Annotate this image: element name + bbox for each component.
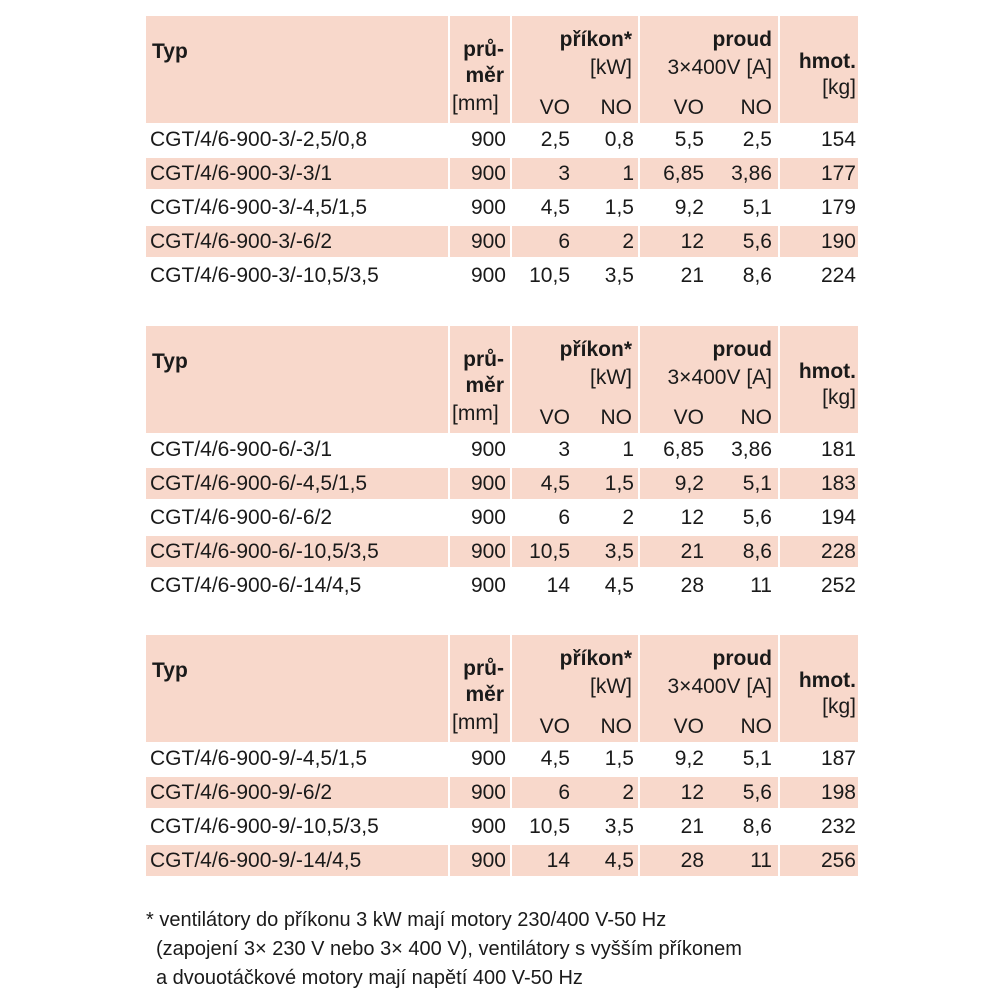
cell-prikon-vo: 3 — [558, 162, 570, 185]
cell-hmot: 198 — [820, 781, 856, 804]
cell-typ: CGT/4/6-900-9/-6/2 — [150, 781, 333, 804]
cell-prikon-vo: 6 — [558, 506, 570, 529]
table-header — [146, 326, 858, 433]
cell-prikon-vo: 2,5 — [540, 128, 570, 151]
cell-proud-no: 8,6 — [742, 264, 772, 287]
cell-prumer: 900 — [470, 540, 506, 563]
cell-proud-vo: 12 — [680, 506, 704, 529]
cell-hmot: 177 — [820, 162, 856, 185]
header-proud-vo: VO — [673, 715, 704, 738]
cell-hmot: 224 — [820, 264, 856, 287]
header-proud: proud — [712, 338, 772, 361]
header-typ: Typ — [152, 40, 188, 63]
header-prikon: příkon* — [559, 28, 632, 51]
cell-typ: CGT/4/6-900-3/-4,5/1,5 — [150, 196, 368, 219]
cell-prikon-no: 4,5 — [604, 574, 634, 597]
cell-typ: CGT/4/6-900-6/-14/4,5 — [150, 574, 362, 597]
cell-prikon-no: 1 — [622, 162, 634, 185]
cell-proud-no: 8,6 — [742, 815, 772, 838]
cell-proud-vo: 28 — [680, 574, 704, 597]
cell-prumer: 900 — [470, 472, 506, 495]
cell-prumer: 900 — [470, 196, 506, 219]
header-prikon: příkon* — [559, 647, 632, 670]
cell-prikon-vo: 10,5 — [529, 815, 570, 838]
header-prumer-1: prů- — [463, 38, 504, 61]
cell-typ: CGT/4/6-900-3/-3/1 — [150, 162, 333, 185]
cell-prikon-vo: 3 — [558, 438, 570, 461]
cell-prikon-no: 0,8 — [604, 128, 634, 151]
cell-proud-vo: 9,2 — [674, 472, 704, 495]
cell-proud-vo: 5,5 — [674, 128, 704, 151]
spec-table-3 — [146, 635, 858, 878]
header-typ: Typ — [152, 350, 188, 373]
cell-prikon-vo: 14 — [546, 849, 570, 872]
header-proud: proud — [712, 28, 772, 51]
header-hmot: hmot. — [798, 669, 856, 692]
header-hmot-unit: [kg] — [822, 76, 856, 99]
cell-proud-no: 5,6 — [742, 781, 772, 804]
cell-proud-vo: 9,2 — [674, 196, 704, 219]
cell-hmot: 179 — [820, 196, 856, 219]
footnote-line-3: a dvouotáčkové motory mají napětí 400 V-50 Hz — [156, 967, 583, 989]
header-proud: proud — [712, 647, 772, 670]
header-prikon-no: NO — [600, 406, 632, 429]
cell-typ: CGT/4/6-900-6/-6/2 — [150, 506, 333, 529]
cell-prikon-no: 2 — [622, 230, 634, 253]
footnote-line-2: (zapojení 3× 230 V nebo 3× 400 V), ventilátory s vyšším příkonem — [156, 938, 742, 960]
cell-prikon-no: 1,5 — [604, 747, 634, 770]
cell-proud-vo: 9,2 — [674, 747, 704, 770]
cell-proud-no: 2,5 — [742, 128, 772, 151]
table-row — [146, 776, 858, 810]
cell-hmot: 187 — [820, 747, 856, 770]
table-header — [146, 635, 858, 742]
header-prikon-vo: VO — [539, 406, 570, 429]
header-prumer-2: měr — [465, 374, 504, 397]
cell-prikon-no: 3,5 — [604, 540, 634, 563]
table-header — [146, 16, 858, 123]
cell-prikon-no: 4,5 — [604, 849, 634, 872]
spec-table-2 — [146, 326, 858, 603]
cell-prikon-no: 1 — [622, 438, 634, 461]
cell-prikon-vo: 10,5 — [529, 540, 570, 563]
header-proud-unit: 3×400V [A] — [667, 366, 772, 389]
cell-proud-no: 5,1 — [742, 472, 772, 495]
cell-prumer: 900 — [470, 506, 506, 529]
cell-prikon-no: 3,5 — [604, 815, 634, 838]
header-prumer-2: měr — [465, 64, 504, 87]
table-row — [146, 569, 858, 603]
cell-typ: CGT/4/6-900-6/-4,5/1,5 — [150, 472, 368, 495]
header-prikon-vo: VO — [539, 715, 570, 738]
header-prikon-vo: VO — [539, 96, 570, 119]
cell-typ: CGT/4/6-900-3/-2,5/0,8 — [150, 128, 368, 151]
header-hmot-unit: [kg] — [822, 386, 856, 409]
header-proud-no: NO — [740, 96, 772, 119]
header-proud-vo: VO — [673, 406, 704, 429]
cell-hmot: 232 — [820, 815, 856, 838]
cell-prikon-no: 2 — [622, 781, 634, 804]
cell-proud-vo: 12 — [680, 230, 704, 253]
table-row — [146, 157, 858, 191]
table-row — [146, 810, 858, 844]
header-prikon-no: NO — [600, 96, 632, 119]
table-row — [146, 433, 858, 467]
header-prumer-1: prů- — [463, 348, 504, 371]
header-prumer-2: měr — [465, 683, 504, 706]
header-prumer-unit: [mm] — [452, 711, 499, 734]
header-proud-unit: 3×400V [A] — [667, 56, 772, 79]
header-cell-bg — [146, 326, 448, 433]
cell-hmot: 252 — [820, 574, 856, 597]
cell-prumer: 900 — [470, 815, 506, 838]
table-row — [146, 501, 858, 535]
cell-prikon-vo: 14 — [546, 574, 570, 597]
table-row — [146, 535, 858, 569]
table-row — [146, 844, 858, 878]
cell-proud-vo: 21 — [680, 815, 704, 838]
cell-prumer: 900 — [470, 747, 506, 770]
cell-prumer: 900 — [470, 230, 506, 253]
cell-proud-vo: 6,85 — [663, 438, 704, 461]
cell-prikon-no: 2 — [622, 506, 634, 529]
cell-proud-no: 8,6 — [742, 540, 772, 563]
header-hmot: hmot. — [798, 50, 856, 73]
footnote — [146, 906, 986, 993]
header-typ: Typ — [152, 659, 188, 682]
cell-typ: CGT/4/6-900-9/-14/4,5 — [150, 849, 362, 872]
cell-proud-vo: 6,85 — [663, 162, 704, 185]
footnote-line-1: * ventilátory do příkonu 3 kW mají motory 230/400 V-50 Hz — [146, 909, 667, 931]
cell-prumer: 900 — [470, 128, 506, 151]
cell-proud-no: 11 — [750, 574, 772, 597]
header-cell-bg — [146, 16, 448, 123]
table-row — [146, 742, 858, 776]
header-proud-vo: VO — [673, 96, 704, 119]
table-row — [146, 123, 858, 157]
cell-proud-vo: 28 — [680, 849, 704, 872]
cell-typ: CGT/4/6-900-3/-10,5/3,5 — [150, 264, 379, 287]
header-prikon-unit: [kW] — [590, 675, 632, 698]
cell-proud-vo: 21 — [680, 264, 704, 287]
header-prikon: příkon* — [559, 338, 632, 361]
cell-hmot: 154 — [820, 128, 856, 151]
cell-hmot: 228 — [820, 540, 856, 563]
header-proud-no: NO — [740, 715, 772, 738]
header-hmot-unit: [kg] — [822, 695, 856, 718]
cell-prikon-vo: 4,5 — [540, 196, 570, 219]
cell-prumer: 900 — [470, 438, 506, 461]
cell-hmot: 190 — [820, 230, 856, 253]
cell-prumer: 900 — [470, 162, 506, 185]
cell-prumer: 900 — [470, 264, 506, 287]
header-prumer-1: prů- — [463, 657, 504, 680]
cell-prikon-no: 3,5 — [604, 264, 634, 287]
cell-proud-vo: 21 — [680, 540, 704, 563]
cell-proud-no: 3,86 — [731, 438, 772, 461]
table-row — [146, 191, 858, 225]
cell-proud-vo: 12 — [680, 781, 704, 804]
cell-typ: CGT/4/6-900-6/-10,5/3,5 — [150, 540, 379, 563]
header-prikon-no: NO — [600, 715, 632, 738]
cell-proud-no: 3,86 — [731, 162, 772, 185]
header-cell-bg — [146, 635, 448, 742]
cell-proud-no: 5,1 — [742, 196, 772, 219]
cell-proud-no: 5,6 — [742, 506, 772, 529]
cell-prikon-no: 1,5 — [604, 472, 634, 495]
cell-proud-no: 11 — [750, 849, 772, 872]
cell-prikon-vo: 6 — [558, 781, 570, 804]
header-proud-no: NO — [740, 406, 772, 429]
cell-hmot: 194 — [820, 506, 856, 529]
table-row — [146, 467, 858, 501]
cell-proud-no: 5,1 — [742, 747, 772, 770]
cell-proud-no: 5,6 — [742, 230, 772, 253]
cell-typ: CGT/4/6-900-9/-10,5/3,5 — [150, 815, 379, 838]
header-prumer-unit: [mm] — [452, 92, 499, 115]
header-hmot: hmot. — [798, 360, 856, 383]
cell-hmot: 181 — [820, 438, 856, 461]
cell-prumer: 900 — [470, 781, 506, 804]
header-prikon-unit: [kW] — [590, 366, 632, 389]
table-row — [146, 259, 858, 293]
cell-prumer: 900 — [470, 574, 506, 597]
cell-prikon-vo: 4,5 — [540, 472, 570, 495]
header-prumer-unit: [mm] — [452, 402, 499, 425]
cell-prumer: 900 — [470, 849, 506, 872]
table-row — [146, 225, 858, 259]
cell-hmot: 183 — [820, 472, 856, 495]
header-proud-unit: 3×400V [A] — [667, 675, 772, 698]
cell-typ: CGT/4/6-900-3/-6/2 — [150, 230, 333, 253]
cell-prikon-vo: 10,5 — [529, 264, 570, 287]
cell-typ: CGT/4/6-900-9/-4,5/1,5 — [150, 747, 368, 770]
cell-prikon-vo: 6 — [558, 230, 570, 253]
spec-table-1 — [146, 16, 858, 293]
cell-hmot: 256 — [820, 849, 856, 872]
cell-typ: CGT/4/6-900-6/-3/1 — [150, 438, 333, 461]
cell-prikon-vo: 4,5 — [540, 747, 570, 770]
cell-prikon-no: 1,5 — [604, 196, 634, 219]
header-prikon-unit: [kW] — [590, 56, 632, 79]
